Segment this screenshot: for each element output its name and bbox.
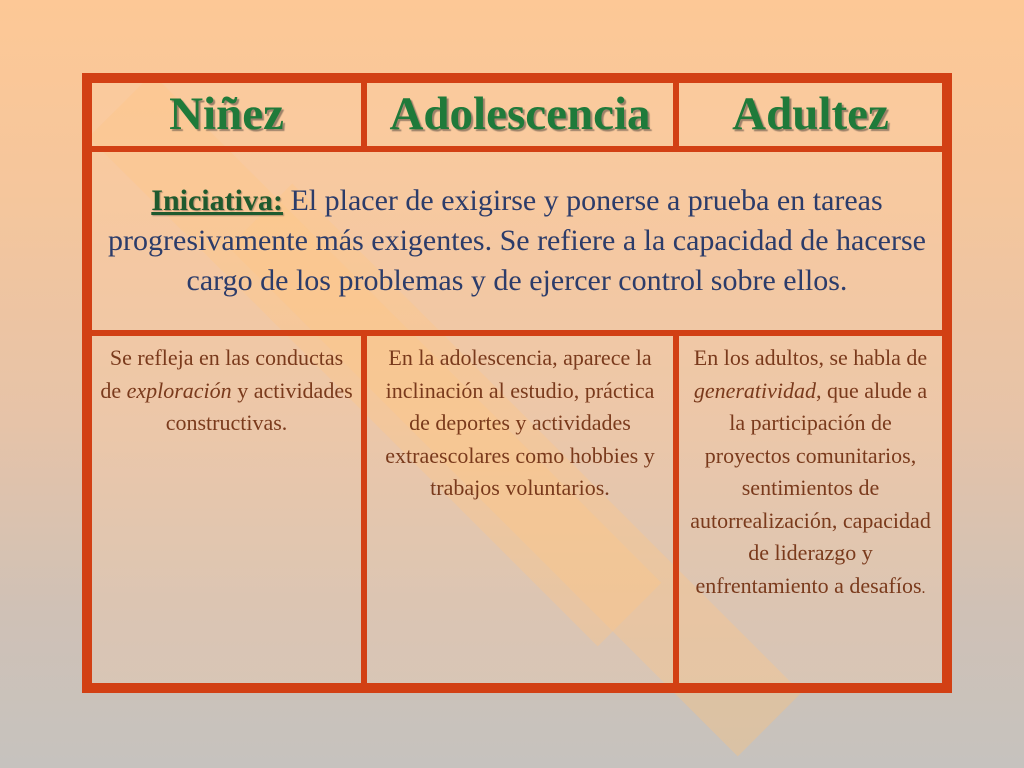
definition-term: Iniciativa: [151,184,283,217]
header-adultez: Adultez [732,88,889,140]
ninez-emphasis: exploración [126,377,232,403]
header-ninez: Niñez [169,88,284,140]
header-cell-ninez [89,80,364,149]
definition-row [89,149,945,333]
header-row [89,80,945,149]
header-adolescencia: Adolescencia [389,88,651,140]
header-cell-adolescencia [364,80,676,149]
adultez-text-1: En los adultos, se habla de [693,345,928,370]
definition-text: El placer de exigirse y ponerse a prueba en tareas progresivamente más exigentes. Se refiere a la capacidad de hacerse cargo de los problemas y de ejercer control sobre ellos. [108,184,926,297]
adolescencia-text: En la adolescencia, aparece la inclinación al estudio, práctica de deportes y actividades extraescolares como hobbies y trabajos voluntarios. [385,345,655,500]
ninez-text-1: Se refleja en las conductas de [100,345,344,403]
adultez-text-2: , que alude a la participación de proyectos comunitarios, sentimientos de autorrealización, capacidad de liderazgo y enfrentamiento a desafíos [690,377,931,598]
adolescencia-description [364,333,676,686]
adultez-emphasis: generatividad [693,377,817,403]
ninez-description [89,333,364,686]
ninez-text-2: y actividades constructivas. [165,377,353,435]
description-row [89,333,945,686]
adultez-end: . [921,579,926,597]
header-cell-adultez [676,80,945,149]
development-stages-table [82,73,952,693]
adultez-description [676,333,945,686]
definition-cell [89,149,945,333]
